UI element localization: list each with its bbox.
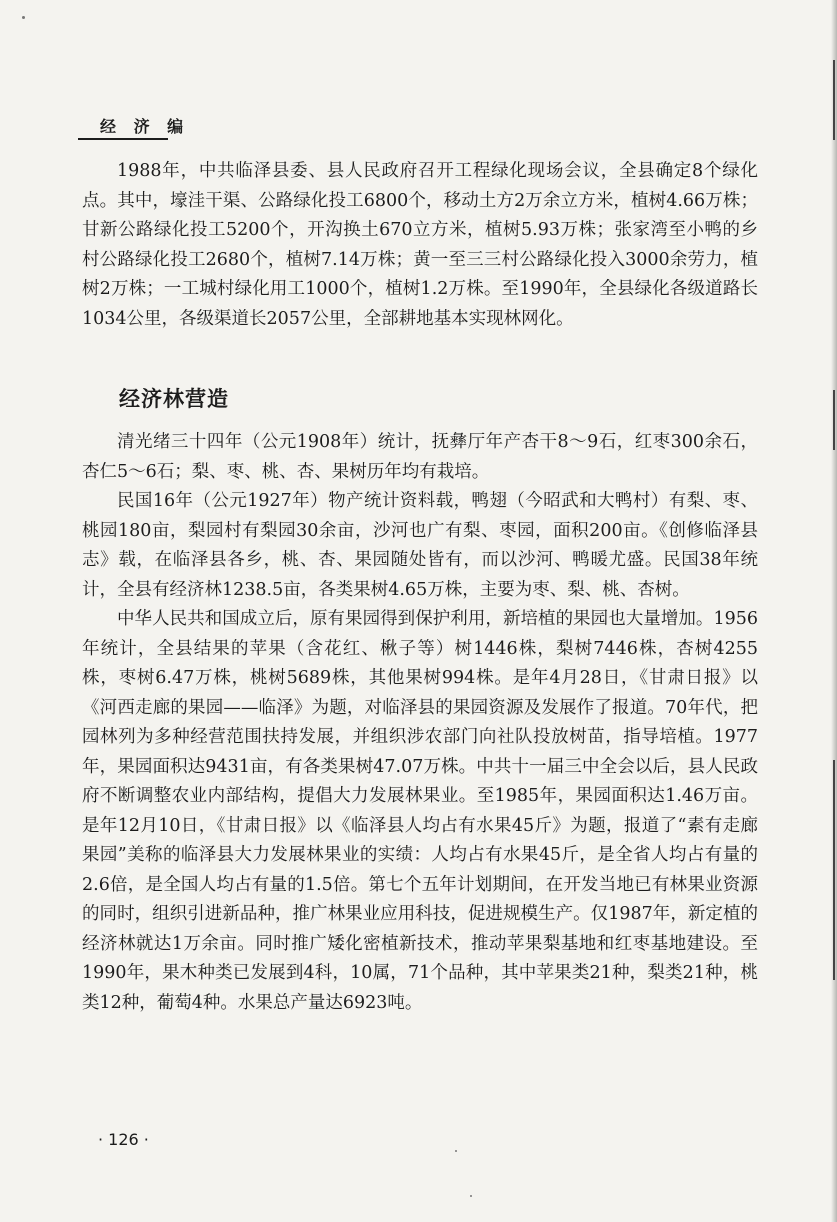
economic-forest-text-block	[82, 428, 758, 1018]
scan-speck	[455, 1150, 457, 1152]
running-header: 经 济 编	[100, 117, 190, 136]
scan-edge-mark	[833, 390, 835, 450]
page-edge-shadow	[831, 0, 837, 1222]
section-heading: 经济林营造	[119, 387, 229, 411]
paragraph: 1988年，中共临泽县委、县人民政府召开工程绿化现场会议，全县确定8个绿化点。其中，壕洼干渠、公路绿化投工6800个，移动土方2万余立方米，植树4.66万株；甘新公路绿化投工5200个，开沟换土670立方米，植树5.93万株；张家湾至小鸭的乡村公路绿化投工2680个，植树7.14万株；黄一至三三村公路绿化投入3000余劳力，植树2万株；一工城村绿化用工1000个，植树1.2万株。至1990年，全县绿化各级道路长1034公里，各级渠道长2057公里，全部耕地基本实现林网化。	[82, 161, 758, 329]
header-rule	[78, 138, 168, 140]
scan-edge-mark	[833, 60, 835, 140]
scan-speck	[470, 1195, 472, 1197]
page-number: · 126 ·	[98, 1130, 149, 1149]
paragraph: 清光绪三十四年（公元1908年）统计，抚彝厅年产杏干8～9石，红枣300余石，杏仁5～6石；梨、枣、桃、杏、果树历年均有栽培。	[82, 432, 758, 482]
paragraph: 中华人民共和国成立后，原有果园得到保护利用，新培植的果园也大量增加。1956年统计，全县结果的苹果（含花红、楸子等）树1446株，梨树7446株，杏树4255株，枣树6.47万株，桃树5689株，其他果树994株。是年4月28日，《甘肃日报》以《河西走廊的果园——临泽》为题，对临泽县的果园资源及发展作了报道。70年代，把园林列为多种经营范围扶持发展，并组织涉农部门向社队投放树苗，指导培植。1977年，果园面积达9431亩，有各类果树47.07万株。中共十一届三中全会以后，县人民政府不断调整农业内部结构，提倡大力发展林果业。至1985年，果园面积达1.46万亩。是年12月10日，《甘肃日报》以《临泽县人均占有水果45斤》为题，报道了“素有走廊果园”美称的临泽县大力发展林果业的实绩：人均占有水果45斤，是全省人均占有量的2.6倍，是全国人均占有量的1.5倍。第七个五年计划期间，在开发当地已有林果业资源的同时，组织引进新品种，推广林果业应用科技，促进规模生产。仅1987年，新定植的经济林就达1万余亩。同时推广矮化密植新技术，推动苹果梨基地和红枣基地建设。至1990年，果木种类已发展到4科，10属，71个品种，其中苹果类21种，梨类21种，桃类12种，葡萄4种。水果总产量达6923吨。	[82, 609, 758, 1013]
paragraph: 民国16年（公元1927年）物产统计资料载，鸭翅（今昭武和大鸭村）有梨、枣、桃园180亩，梨园村有梨园30余亩，沙河也广有梨、枣园，面积200亩。《创修临泽县志》载，在临泽县各乡，桃、杏、果园随处皆有，而以沙河、鸭暖尤盛。民国38年统计，全县有经济林1238.5亩，各类果树4.65万株，主要为枣、梨、桃、杏树。	[82, 491, 758, 600]
scan-edge-mark	[833, 760, 835, 980]
greening-text-block	[82, 157, 758, 334]
scan-speck	[22, 16, 25, 19]
